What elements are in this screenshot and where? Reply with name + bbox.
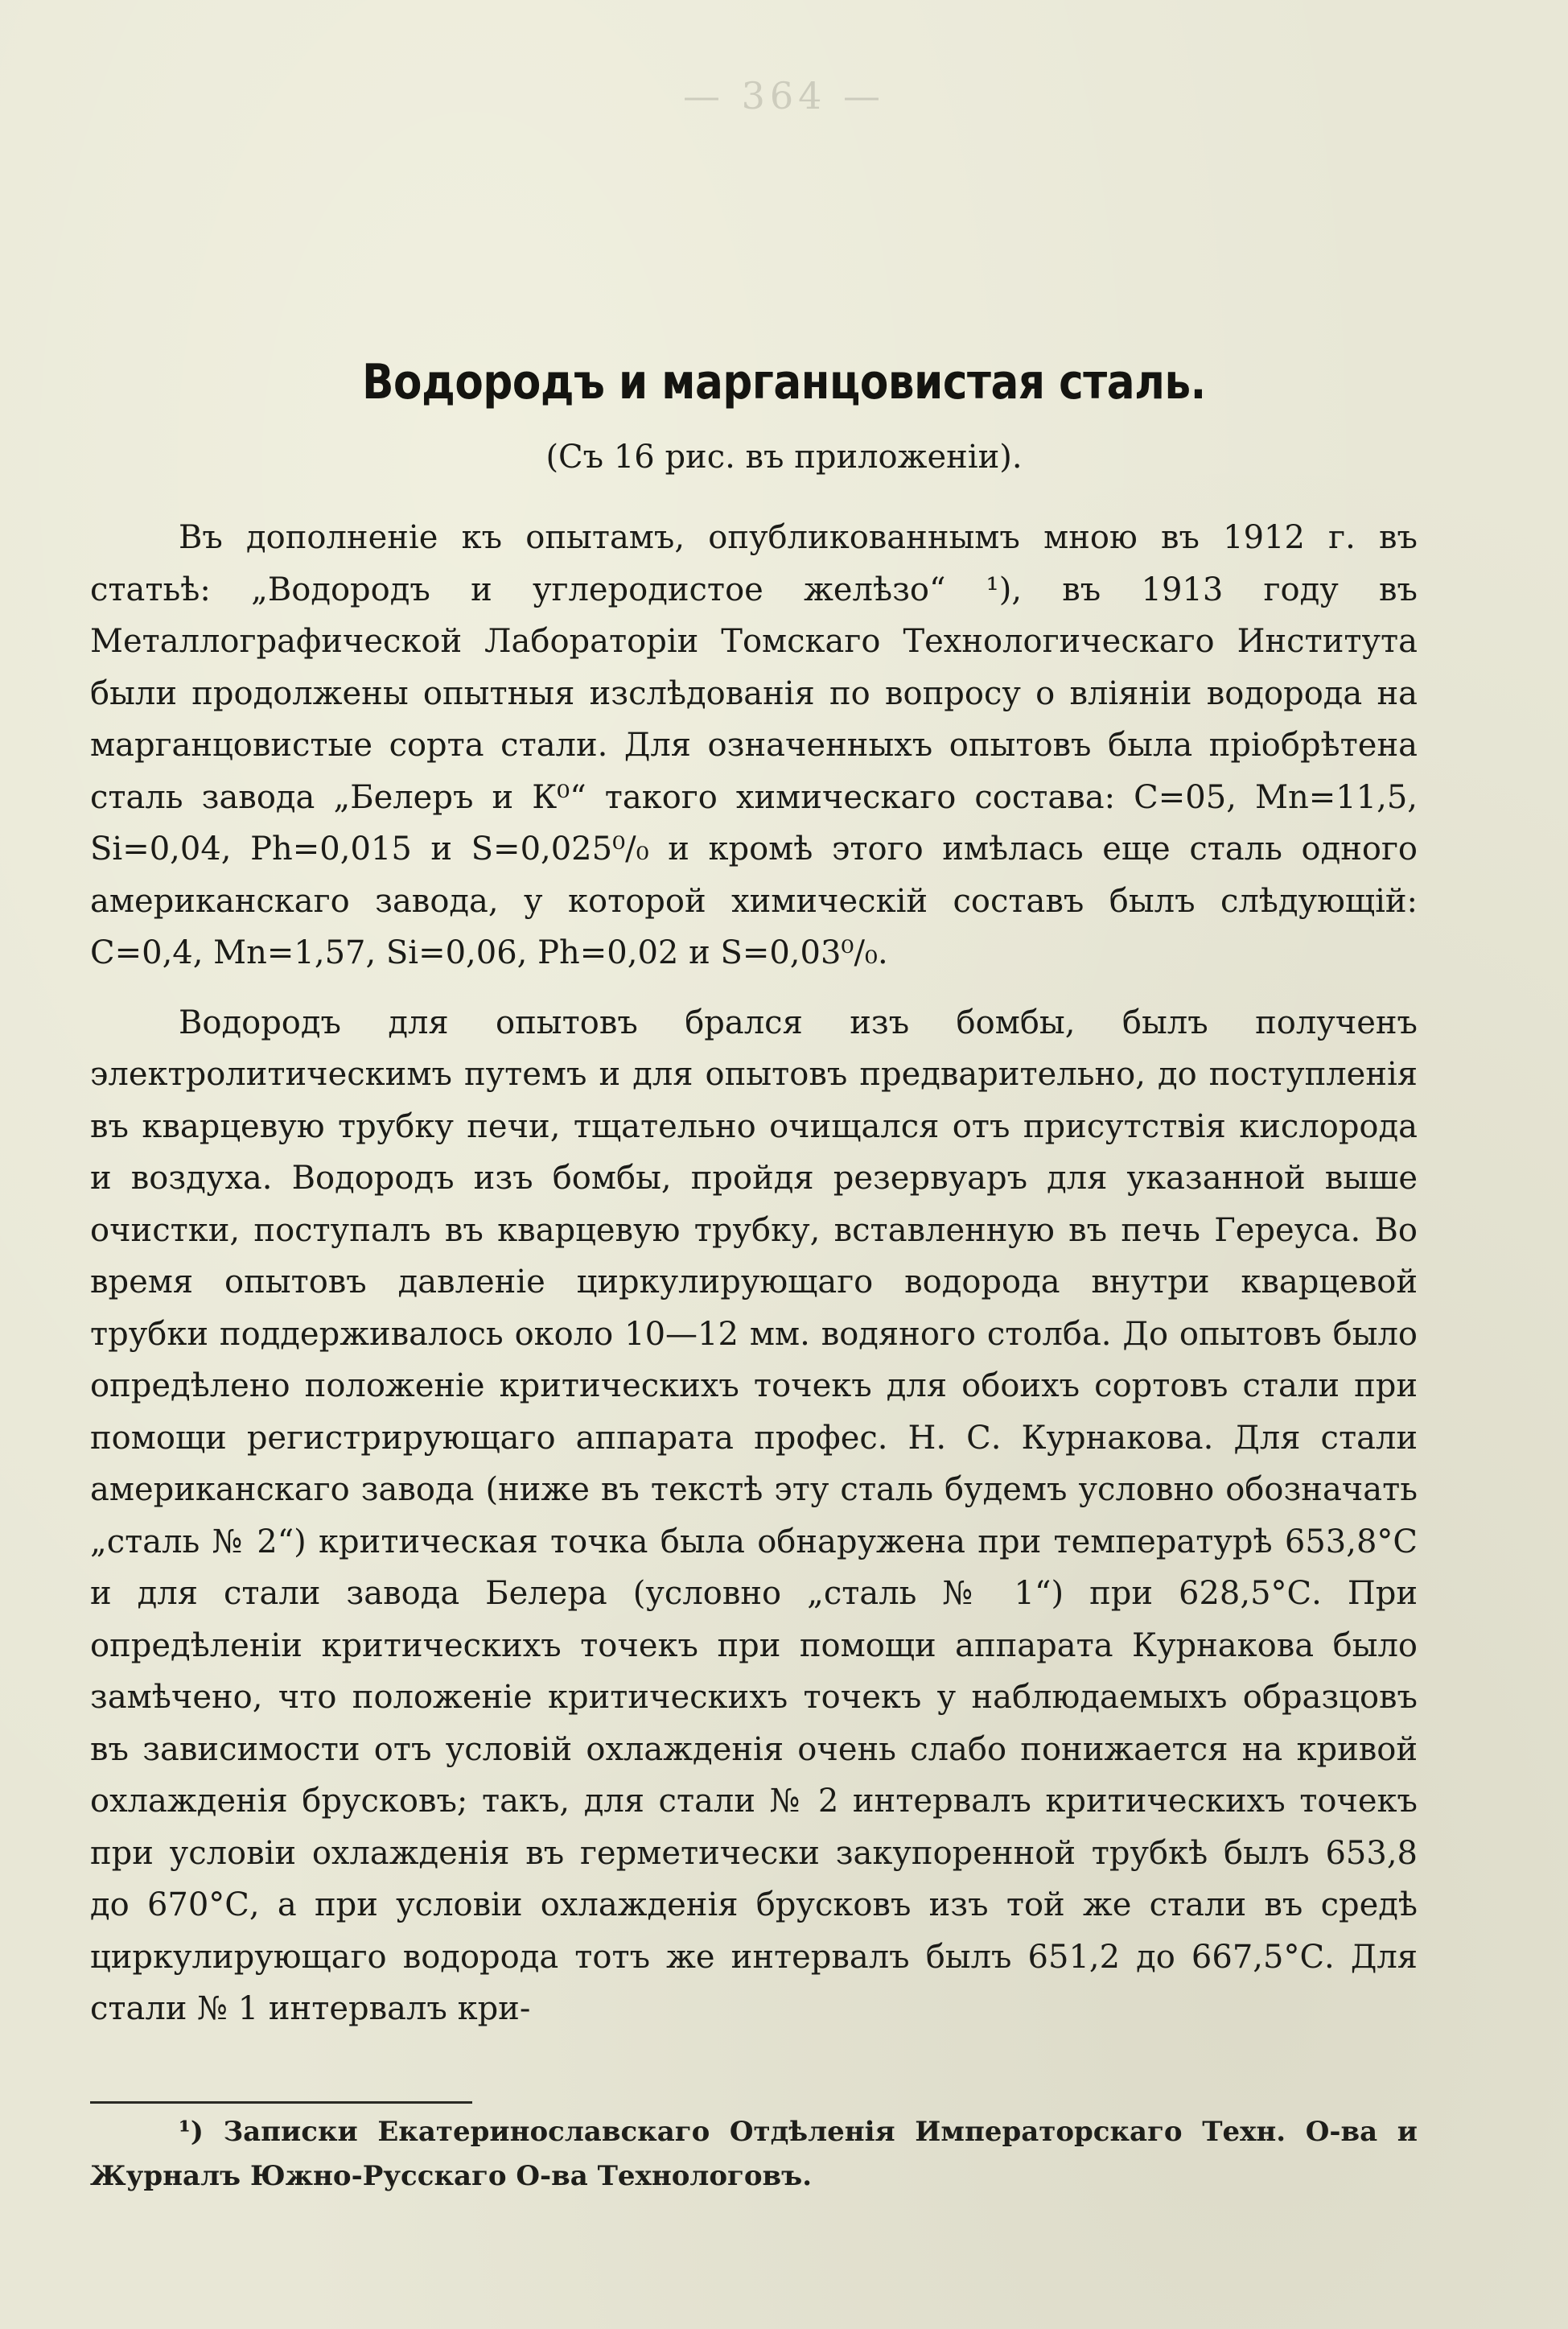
article-title: Водородъ и марганцовистая сталь. [362, 354, 1206, 410]
paragraph-2: Водородъ для опытовъ брался изъ бомбы, былъ полученъ электролитическимъ путемъ и для опытовъ предварительно, до поступленія въ кварцевую трубку печи, тщательно очищался отъ присутствія кислорода и воздуха. Водородъ изъ бомбы, пройдя резервуаръ для указанной выше очистки, поступалъ въ кварцевую трубку, вставленную въ печь Гереуса. Во время опытовъ давленіе циркулирующаго водорода внутри кварцевой трубки поддерживалось около 10—12 мм. водяного столба. До опытовъ было опредѣлено положеніе критическихъ точекъ для обоихъ сортовъ стали при помощи регистрирующаго аппарата профес. Н. С. Курнакова. Для стали американскаго завода (ниже въ текстѣ эту сталь будемъ условно обозначать „сталь № 2“) критическая точка была обнаружена при температурѣ 653,8°С и для стали завода Белера (условно „сталь № 1“) при 628,5°С. При опредѣленіи критическихъ точекъ при помощи аппарата Курнакова было замѣчено, что положеніе критическихъ точекъ у наблюдаемыхъ образцовъ въ зависимости отъ условій охлажденія очень слабо понижается на кривой охлажденія брусковъ; такъ, для стали № 2 интервалъ критическихъ точекъ при условіи охлажденія въ герметически закупоренной трубкѣ былъ 653,8 до 670°С, а при условіи охлажденія брусковъ изъ той же стали въ средѣ циркулирующаго водорода тотъ же интервалъ былъ 651,2 до 667,5°С. Для стали № 1 интервалъ кри- [90, 1004, 1418, 2027]
article-body [90, 512, 1418, 2035]
footnote-body: Записки Екатеринославскаго Отдѣленія Императорскаго Техн. О-ва и Журналъ Южно-Русскаго О-ва Технологовъ. [90, 2116, 1418, 2192]
footnote [90, 2110, 1418, 2199]
article-subtitle: (Съ 16 рис. въ приложеніи). [545, 439, 1023, 476]
bleed-through-page-number: — 364 — [682, 74, 886, 117]
footnote-text [90, 2110, 1418, 2199]
paragraph-1: Въ дополненіе къ опытамъ, опубликованнымъ мною въ 1912 г. въ статьѣ: „Водородъ и углеродистое желѣзо“ ¹), въ 1913 году въ Металлографической Лабораторіи Томскаго Технологическаго Института были продолжены опытныя изслѣдованія по вопросу о вліяніи водорода на марганцовистые сорта стали. Для означенныхъ опытовъ была пріобрѣтена сталь завода „Белеръ и К⁰“ такого химическаго состава: C=05, Mn=11,5, Si=0,04, Ph=0,015 и S=0,025⁰/₀ и кромѣ этого имѣлась еще сталь одного американскаго завода, у которой химическій составъ былъ слѣдующій: C=0,4, Mn=1,57, Si=0,06, Ph=0,02 и S=0,03⁰/₀. [90, 519, 1418, 971]
footnote-divider [90, 2101, 472, 2104]
footnote-marker: ¹) [179, 2116, 204, 2148]
